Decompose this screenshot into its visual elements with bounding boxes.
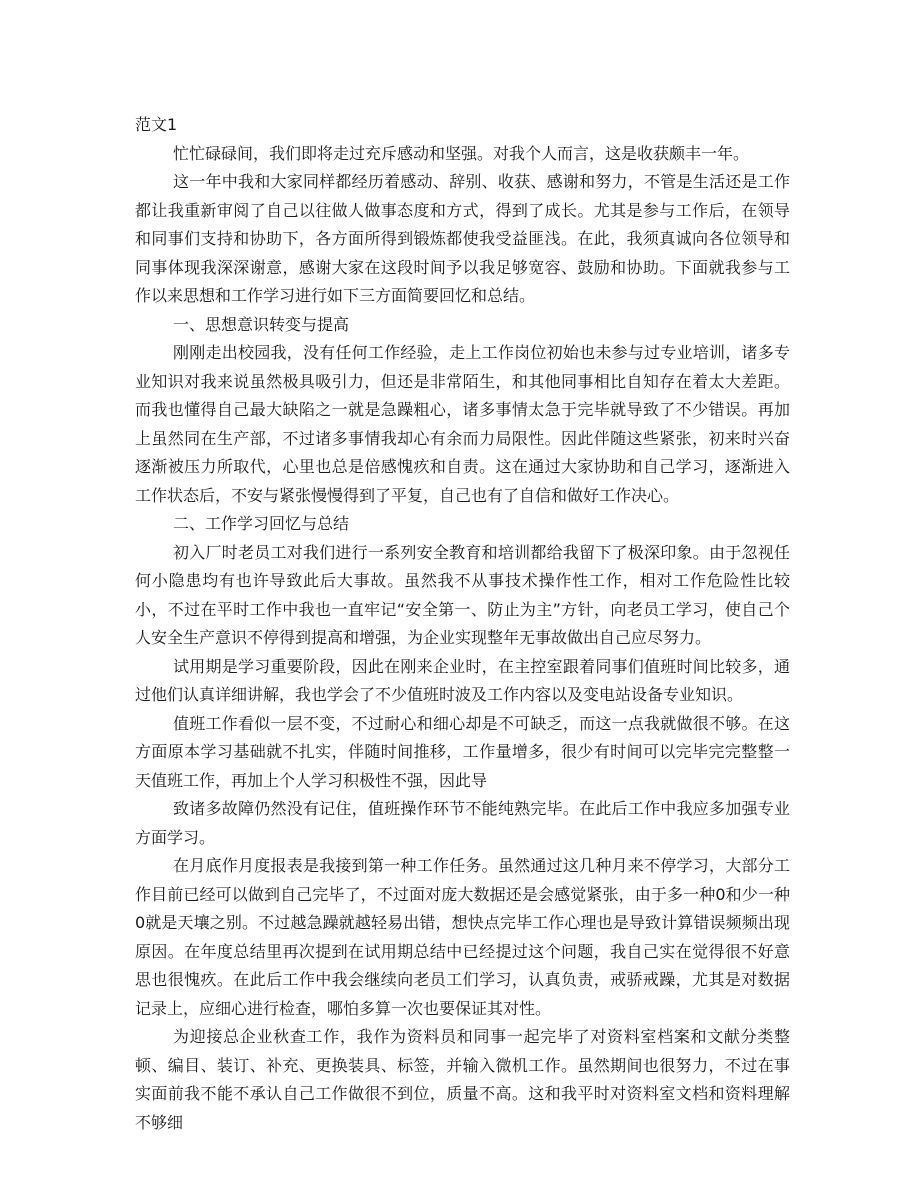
paragraph: 这一年中我和大家同样都经历着感动、辞别、收获、感谢和努力，不管是生活还是工作都让我重新审阅了自己以往做人做事态度和方式，得到了成长。尤其是参与工作后，在领导和同事们支持和协助下，各方面所得到锻炼都使我受益匪浅。在此，我须真诚向各位领导和同事体现我深深谢意，感谢大家在这段时间予以我足够宽容、鼓励和协助。下面就我参与工作以来思想和工作学习进行如下三方面简要回忆和总结。 <box>135 172 790 305</box>
section-heading: 二、工作学习回忆与总结 <box>173 514 350 533</box>
paragraph: 试用期是学习重要阶段，因此在刚来企业时，在主控室跟着同事们值班时间比较多，通过他们认真详细讲解，我也学会了不少值班时波及工作内容以及变电站设备专业知识。 <box>135 656 790 704</box>
document-body <box>135 111 790 1137</box>
paragraph: 忙忙碌碌间，我们即将走过充斥感动和坚强。对我个人而言，这是收获颇丰一年。 <box>173 143 750 163</box>
paragraph: 致诸多故障仍然没有记住，值班操作环节不能纯熟完毕。在此后工作中我应多加强专业方面学习。 <box>135 799 790 847</box>
paragraph: 刚刚走出校园我，没有任何工作经验，走上工作岗位初始也未参与过专业培训，诸多专业知识对我来说虽然极具吸引力，但还是非常陌生，和其他同事相比自知存在着太大差距。而我也懂得自己最大缺陷之一就是急躁粗心，诸多事情太急于完毕就导致了不少错误。再加上虽然同在生产部，不过诸多事情我却心有余而力局限性。因此伴随这些紧张，初来时兴奋逐渐被压力所取代，心里也总是倍感愧疚和自责。这在通过大家协助和自己学习，逐渐进入工作状态后，不安与紧张慢慢得到了平复，自己也有了自信和做好工作决心。 <box>135 343 790 505</box>
paragraph: 为迎接总企业秋查工作，我作为资料员和同事一起完毕了对资料室档案和文献分类整顿、编目、装订、补充、更换装具、标签，并输入微机工作。虽然期间也很努力，不过在事实面前我不能不承认自己工作做很不到位，质量不高。这和我平时对资料室文档和资料理解不够细 <box>135 1027 790 1132</box>
document-title: 范文1 <box>135 115 178 134</box>
paragraph: 值班工作看似一层不变，不过耐心和细心却是不可缺乏，而这一点我就做很不够。在这方面原本学习基础就不扎实，伴随时间推移，工作量增多，很少有时间可以完毕完完整整一天值班工作，再加上个人学习积极性不强，因此导 <box>135 713 790 790</box>
section-heading: 一、思想意识转变与提高 <box>173 314 350 334</box>
paragraph: 初入厂时老员工对我们进行一系列安全教育和培训都给我留下了极深印象。由于忽视任何小隐患均有也许导致此后大事故。虽然我不从事技术操作性工作，相对工作危险性比较小，不过在平时工作中我也一直牢记“安全第一、防止为主”方针，向老员工学习，使自己个人安全生产意识不停得到提高和增强，为企业实现整年无事故做出自己应尽努力。 <box>135 542 790 647</box>
paragraph: 在月底作月度报表是我接到第一种工作任务。虽然通过这几种月来不停学习，大部分工作目前已经可以做到自己完毕了，不过面对庞大数据还是会感觉紧张，由于多一种0和少一种0就是天壤之别。不过越急躁就越轻易出错，想快点完毕工作心理也是导致计算错误频频出现原因。在年度总结里再次提到在试用期总结中已经提过这个问题，我自己实在觉得很不好意思也很愧疚。在此后工作中我会继续向老员工们学习，认真负责，戒骄戒躁，尤其是对数据记录上，应细心进行检查，哪怕多算一次也要保证其对性。 <box>135 856 790 1018</box>
